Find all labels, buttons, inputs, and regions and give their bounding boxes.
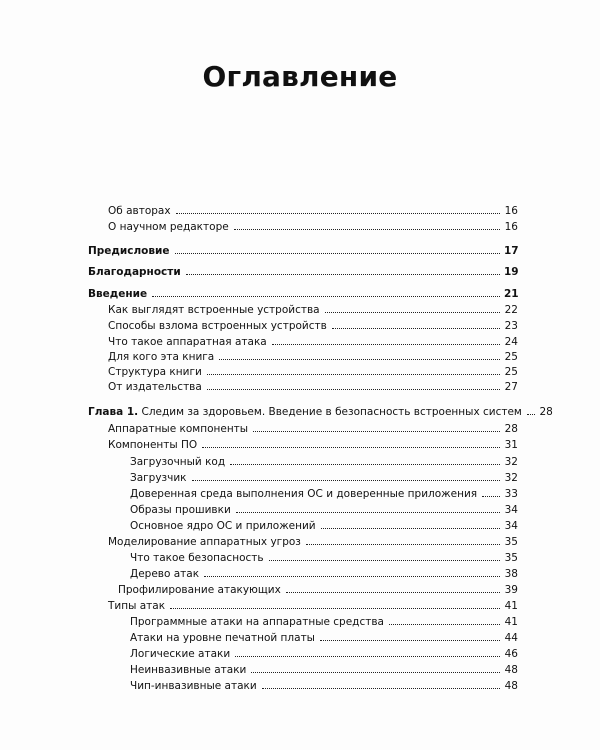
dot-leader (152, 296, 500, 297)
toc-entry-page: 34 (504, 504, 518, 516)
toc-entry[interactable] (130, 519, 518, 533)
page-title: Оглавление (202, 60, 398, 93)
toc-entry[interactable] (88, 287, 518, 301)
dot-leader (219, 359, 500, 360)
toc-entry-label: Структура книги (108, 366, 202, 378)
toc-entry-page: 38 (504, 568, 518, 580)
toc-entry-label: Введение (88, 288, 148, 300)
toc-entry-label (88, 405, 522, 419)
toc-entry[interactable] (108, 380, 518, 394)
dot-leader (320, 640, 500, 641)
toc-entry[interactable] (108, 365, 518, 379)
toc-entry[interactable] (108, 438, 518, 452)
dot-leader (186, 274, 500, 275)
toc-entry-page: 24 (504, 336, 518, 348)
dot-leader (262, 688, 500, 689)
toc-entry-page: 46 (504, 648, 518, 660)
toc-entry[interactable] (130, 487, 518, 501)
dot-leader (389, 624, 500, 625)
toc-entry[interactable] (130, 455, 518, 469)
dot-leader (269, 560, 500, 561)
toc-entry-page: 23 (504, 320, 518, 332)
dot-leader (236, 512, 500, 513)
toc-entry[interactable] (108, 535, 518, 549)
toc-entry-page: 16 (504, 221, 518, 233)
toc-entry[interactable] (108, 335, 518, 349)
toc-entry[interactable] (130, 503, 518, 517)
toc-entry-label: Моделирование аппаратных угроз (108, 536, 301, 548)
toc-entry[interactable] (108, 422, 518, 436)
toc-entry-label: Для кого эта книга (108, 351, 215, 363)
toc-entry-page: 28 (504, 423, 518, 435)
toc-entry-label: Типы атак (108, 600, 166, 612)
dot-leader (306, 544, 500, 545)
toc-entry-page: 27 (504, 381, 518, 393)
toc-entry-page: 48 (504, 680, 518, 692)
toc-entry-chapter[interactable] (88, 405, 553, 419)
toc-entry-label: Чип-инвазивные атаки (130, 680, 257, 692)
toc-entry[interactable] (108, 220, 518, 234)
toc-entry[interactable] (130, 647, 518, 661)
toc-entry-label: Логические атаки (130, 648, 231, 660)
toc-entry[interactable] (130, 567, 518, 581)
toc-entry-page: 35 (504, 552, 518, 564)
toc-entry[interactable] (108, 319, 518, 333)
toc-entry[interactable] (130, 631, 518, 645)
toc-entry-page: 33 (504, 488, 518, 500)
toc-entry-page: 17 (504, 245, 519, 257)
toc-entry-label: От издательства (108, 381, 202, 393)
dot-leader (253, 431, 500, 432)
dot-leader (202, 447, 500, 448)
toc-entry[interactable] (108, 599, 518, 613)
toc-entry-page: 41 (504, 600, 518, 612)
toc-entry-label: О научном редакторе (108, 221, 229, 233)
toc-entry-page: 44 (504, 632, 518, 644)
dot-leader (192, 480, 500, 481)
dot-leader (207, 374, 500, 375)
toc-entry-page: 16 (504, 205, 518, 217)
dot-leader (176, 213, 500, 214)
toc-entry-page: 39 (504, 584, 518, 596)
toc-entry[interactable] (108, 204, 518, 218)
toc-entry[interactable] (130, 551, 518, 565)
toc-entry-label: Об авторах (108, 205, 171, 217)
toc-entry-label: Программные атаки на аппаратные средства (130, 616, 384, 628)
toc-entry-label: Основное ядро ОС и приложений (130, 520, 316, 532)
toc-entry-label: Как выглядят встроенные устройства (108, 304, 320, 316)
chapter-prefix: Глава 1. (88, 406, 139, 418)
toc-entry-page: 25 (504, 351, 518, 363)
toc-entry-page: 35 (504, 536, 518, 548)
toc-entry-page: 22 (504, 304, 518, 316)
dot-leader (482, 496, 500, 497)
dot-leader (207, 389, 500, 390)
toc-entry[interactable] (118, 583, 518, 597)
toc-entry[interactable] (108, 303, 518, 317)
dot-leader (321, 528, 500, 529)
toc-entry-label: Компоненты ПО (108, 439, 198, 451)
toc-entry-label: Дерево атак (130, 568, 200, 580)
toc-entry-label: Атаки на уровне печатной платы (130, 632, 315, 644)
toc-entry[interactable] (130, 471, 518, 485)
toc-entry-page: 25 (504, 366, 518, 378)
toc-entry[interactable] (130, 615, 518, 629)
toc-entry-page: 34 (504, 520, 518, 532)
toc-entry-label: Образы прошивки (130, 504, 231, 516)
dot-leader (527, 414, 535, 415)
dot-leader (235, 656, 500, 657)
toc-entry-label: Что такое безопасность (130, 552, 264, 564)
toc-entry-label: Загрузочный код (130, 456, 226, 468)
toc-entry-page: 19 (504, 266, 519, 278)
toc-entry-label: Способы взлома встроенных устройств (108, 320, 327, 332)
toc-entry[interactable] (130, 679, 518, 693)
toc-entry-page: 48 (504, 664, 518, 676)
toc-entry-label: Что такое аппаратная атака (108, 336, 267, 348)
dot-leader (234, 229, 500, 230)
dot-leader (272, 344, 500, 345)
toc-entry-page: 41 (504, 616, 518, 628)
chapter-title: Следим за здоровьем. Введение в безопасность встроенных систем (141, 406, 522, 418)
toc-entry[interactable] (130, 663, 518, 677)
dot-leader (204, 576, 500, 577)
dot-leader (251, 672, 500, 673)
toc-entry-page: 28 (539, 406, 553, 418)
toc-entry[interactable] (88, 265, 518, 279)
dot-leader (286, 592, 500, 593)
toc-entry[interactable] (88, 244, 518, 258)
toc-entry[interactable] (108, 350, 518, 364)
toc-entry-label: Благодарности (88, 266, 181, 278)
toc-entry-page: 32 (504, 472, 518, 484)
toc-entry-page: 21 (504, 288, 519, 300)
dot-leader (170, 608, 500, 609)
dot-leader (325, 312, 500, 313)
toc-entry-label: Загрузчик (130, 472, 187, 484)
toc-entry-label: Предисловие (88, 245, 170, 257)
toc-entry-page: 31 (504, 439, 518, 451)
dot-leader (332, 328, 500, 329)
toc-entry-label: Аппаратные компоненты (108, 423, 249, 435)
toc-entry-label: Неинвазивные атаки (130, 664, 247, 676)
toc-entry-label: Профилирование атакующих (118, 584, 281, 596)
dot-leader (230, 464, 500, 465)
toc-entry-page: 32 (504, 456, 518, 468)
toc-entry-label: Доверенная среда выполнения ОС и доверенные приложения (130, 488, 478, 500)
dot-leader (175, 253, 500, 254)
